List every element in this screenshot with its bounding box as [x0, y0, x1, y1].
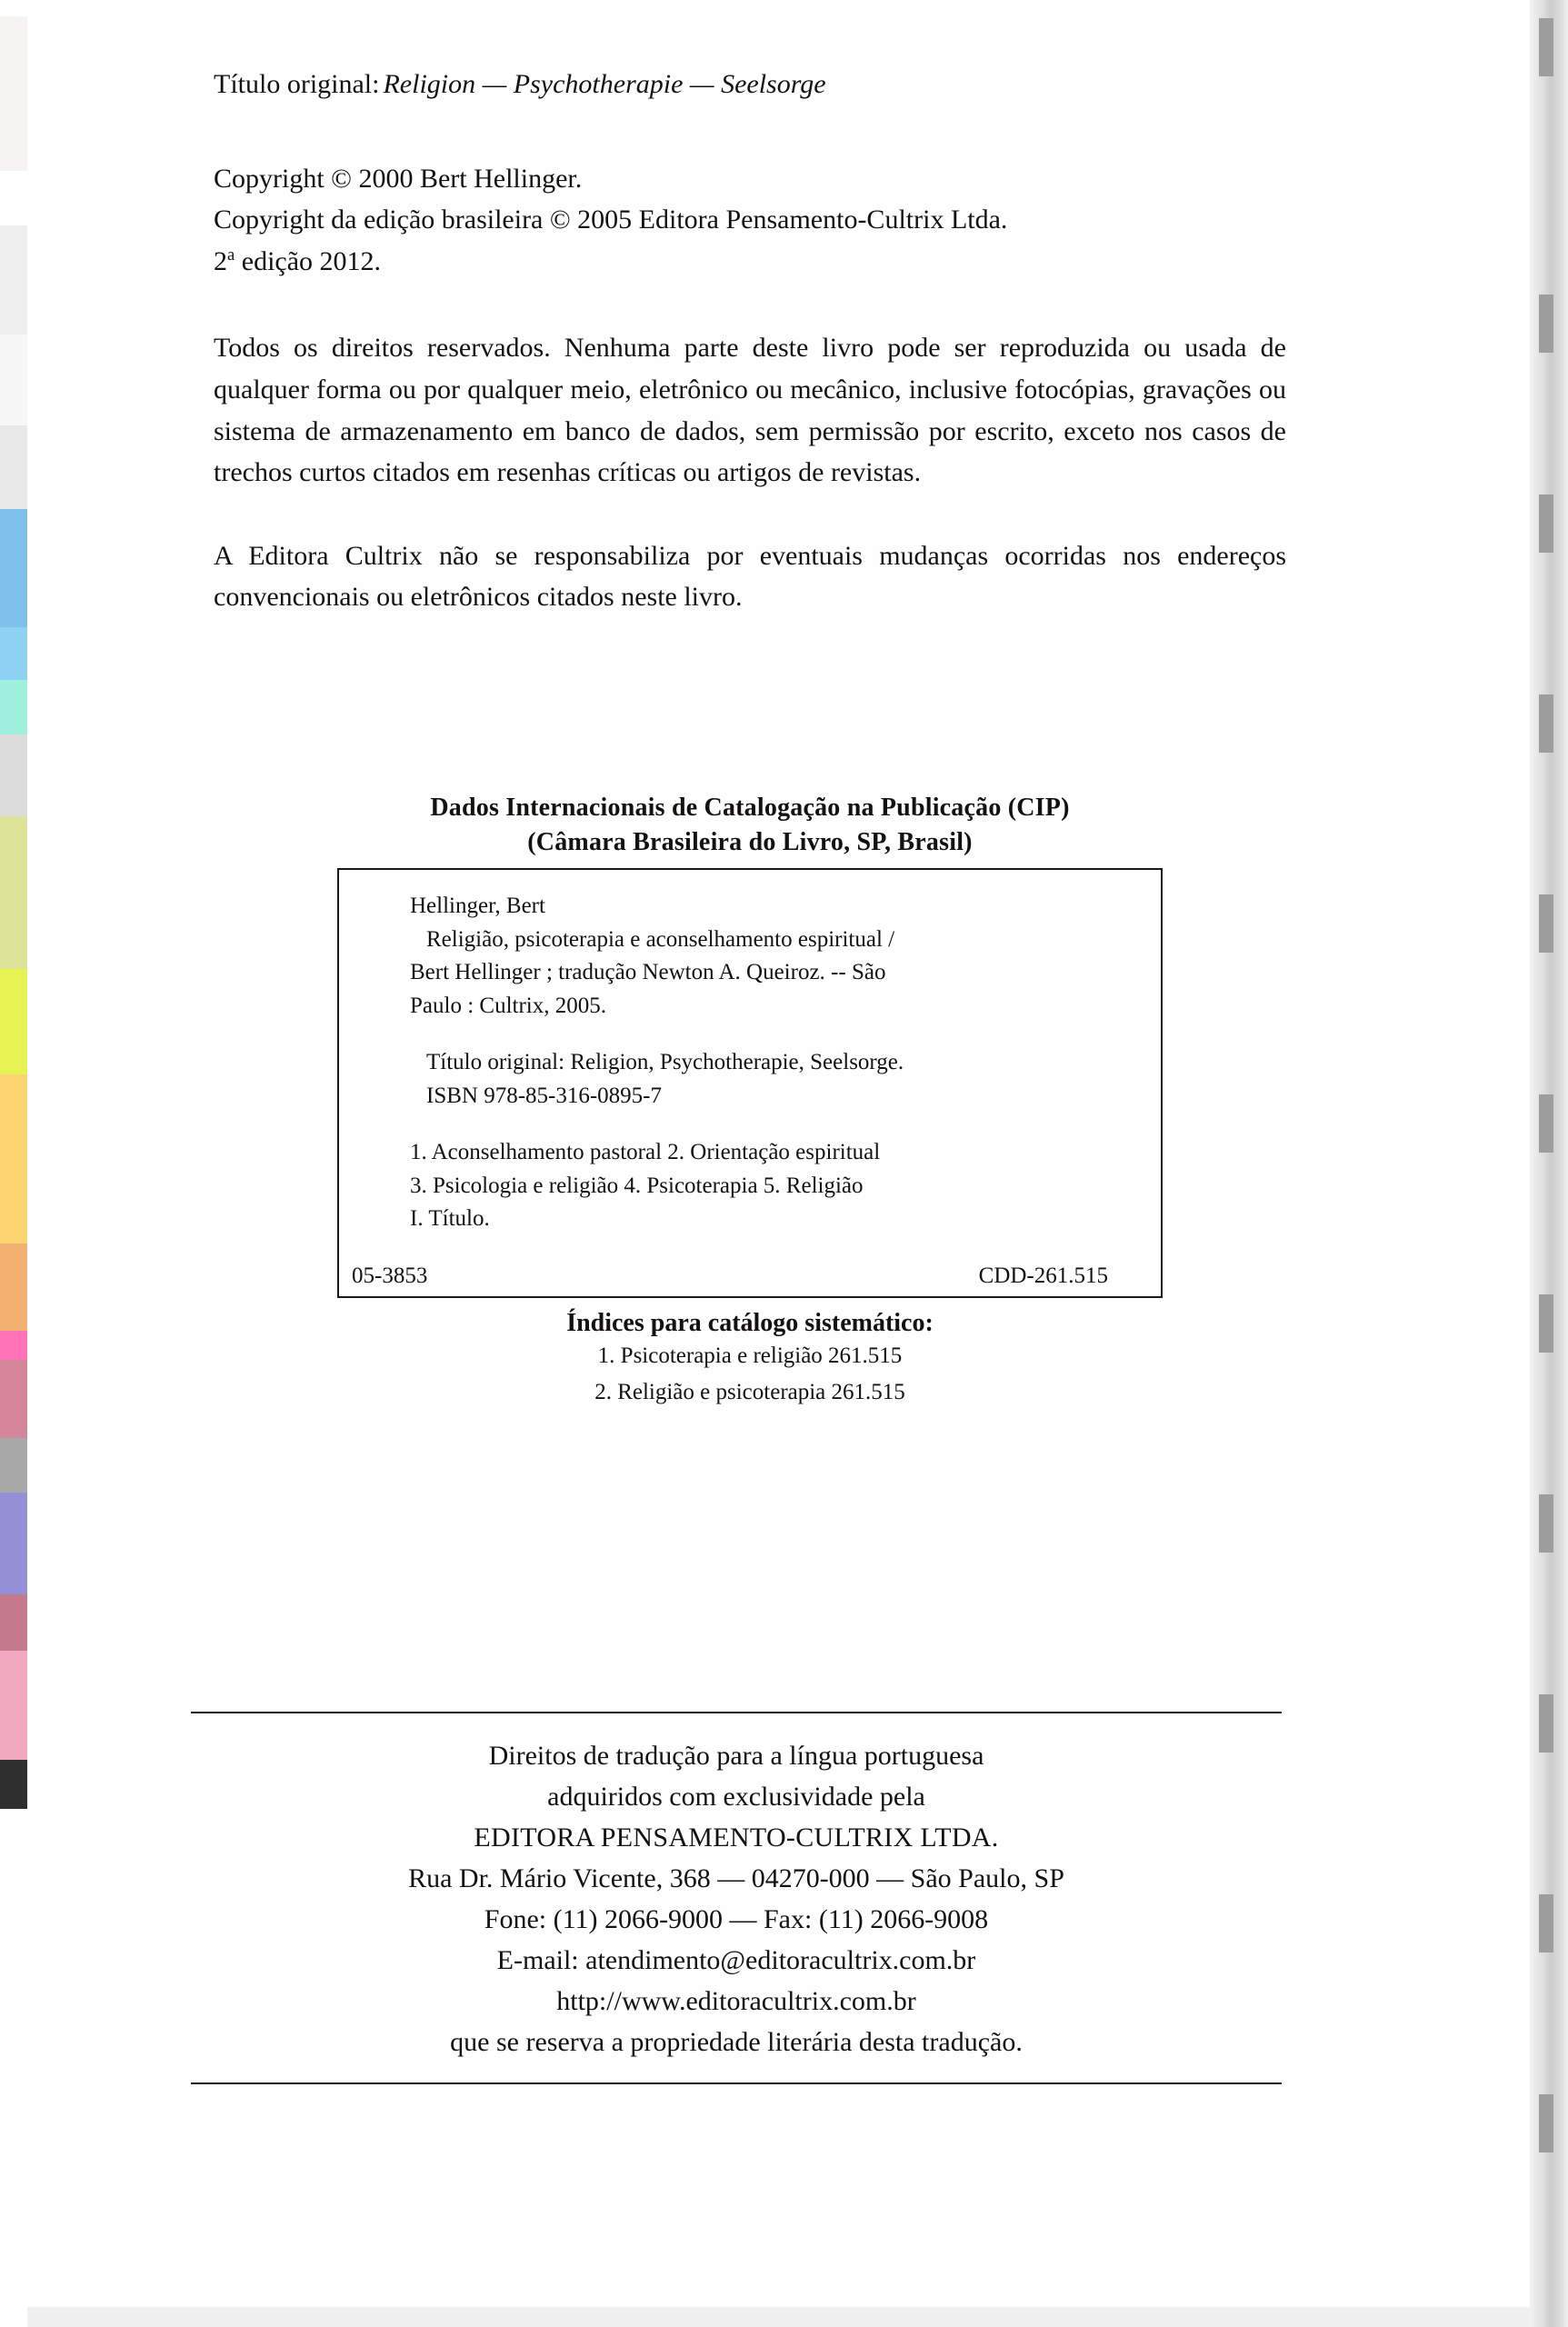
edition-number: 2 — [214, 245, 227, 276]
scanner-edge-notch — [1539, 494, 1553, 553]
cip-isbn-line: ISBN 978-85-316-0895-7 — [426, 1083, 663, 1108]
cip-author-line: Hellinger, Bert — [410, 894, 545, 919]
color-calibration-band — [0, 425, 27, 509]
original-title-value: Religion — Psychotherapie — Seelsorge — [383, 69, 826, 99]
footer-rule-bottom — [191, 2082, 1282, 2084]
scanner-edge-gap — [1539, 1753, 1553, 1894]
color-calibration-band — [0, 16, 27, 171]
cip-spacer — [363, 1113, 1137, 1136]
edition-ordinal: a — [227, 245, 235, 265]
footer-line-publisher-name: EDITORA PENSAMENTO-CULTRIX LTDA. — [474, 1823, 999, 1853]
footer-line-address: Rua Dr. Mário Vicente, 368 — 04270-000 — São Paulo, SP — [408, 1863, 1064, 1893]
color-calibration-band — [0, 1760, 27, 1809]
footer-line-email: E-mail: atendimento@editoracultrix.com.br — [496, 1945, 976, 1975]
footer-line-phone-fax: Fone: (11) 2066-9000 — Fax: (11) 2066-9008 — [484, 1904, 989, 1934]
cip-title-line: Religião, psicoterapia e aconselhamento espiritual / — [426, 926, 895, 952]
scanner-edge-gap — [1539, 76, 1553, 295]
scanner-edge-gap — [1539, 753, 1553, 894]
color-calibration-band — [0, 1594, 27, 1651]
color-calibration-band — [0, 171, 27, 225]
scanner-edge-notch — [1539, 295, 1553, 353]
color-calibration-band — [0, 1809, 27, 2327]
cip-record-number: 05-3853 — [352, 1263, 428, 1288]
rights-reserved-paragraph: Todos os direitos reservados. Nenhuma parte deste livro pode ser reproduzida ou usada de qualquer forma ou por qualquer meio, eletrônico ou mecânico, inclusive fotocópias, gravações ou sistema de armazenamento em banco de dados, sem permissão por escrito, exceto nos casos de trechos curtos citados em resenhas críticas ou artigos de revistas. — [214, 333, 1286, 488]
scanner-edge-gap — [1539, 953, 1553, 1094]
color-calibration-band — [0, 0, 27, 16]
scanner-edge-notch — [1539, 1094, 1553, 1153]
scanner-edge-gap — [1539, 1952, 1553, 2094]
cip-subject-line: 1. Aconselhamento pastoral 2. Orientação espiritual — [410, 1140, 881, 1165]
cip-statement-of-responsibility: Bert Hellinger ; tradução Newton A. Queiroz. -- São — [410, 960, 886, 985]
scanner-edge-gap — [1539, 553, 1553, 694]
disclaimer-paragraph: A Editora Cultrix não se responsabiliza por eventuais mudanças ocorridas nos endereços convencionais ou eletrônicos citados neste livro. — [214, 540, 1286, 613]
color-calibration-band — [0, 627, 27, 680]
publisher-footer-block — [191, 1712, 1282, 2084]
scanner-edge-gap — [1539, 1153, 1553, 1294]
indices-item: 2. Religião e psicoterapia 261.515 — [594, 1380, 905, 1405]
color-calibration-band — [0, 1651, 27, 1760]
copyright-block — [214, 158, 1286, 283]
cip-record-box — [337, 868, 1163, 1298]
footer-line-exclusivity: adquiridos com exclusividade pela — [547, 1782, 925, 1812]
scanner-edge-gap — [1539, 0, 1553, 18]
color-calibration-band — [0, 1331, 27, 1360]
cip-original-title-note: Título original: Religion, Psychotherapie, Seelsorge. — [426, 1050, 904, 1075]
color-calibration-band — [0, 1438, 27, 1493]
scanner-right-edge — [1530, 0, 1568, 2327]
footer-line-website: http://www.editoracultrix.com.br — [556, 1986, 916, 2016]
scanner-bottom-edge — [0, 2307, 1568, 2327]
color-calibration-band — [0, 1074, 27, 1243]
original-title-block — [214, 64, 1286, 105]
cip-imprint-line: Paulo : Cultrix, 2005. — [410, 993, 606, 1018]
cip-cdd-number: CDD-261.515 — [978, 1263, 1108, 1288]
scanner-edge-notches — [1539, 0, 1553, 2327]
scanner-edge-gap — [1539, 353, 1553, 494]
color-calibration-band — [0, 1360, 27, 1438]
color-calibration-band — [0, 816, 27, 969]
color-calibration-band — [0, 1493, 27, 1594]
cip-subject-line: 3. Psicologia e religião 4. Psicoterapia 5. Religião — [410, 1173, 864, 1198]
scanner-edge-notch — [1539, 1294, 1553, 1353]
page-content — [214, 64, 1286, 618]
scanner-edge-notch — [1539, 2094, 1553, 2152]
scanner-edge-notch — [1539, 1694, 1553, 1753]
color-calibration-band — [0, 1243, 27, 1331]
indices-heading: Índices para catálogo sistemático: — [566, 1308, 934, 1337]
cip-section — [214, 791, 1286, 1412]
cip-heading-line-1: Dados Internacionais de Catalogação na Publicação (CIP) — [430, 794, 1070, 822]
color-calibration-band — [0, 335, 27, 425]
scanner-edge-notch — [1539, 894, 1553, 953]
book-page — [27, 0, 1530, 2327]
original-title-label: Título original: — [214, 69, 380, 99]
color-calibration-band — [0, 969, 27, 1074]
color-calibration-band — [0, 509, 27, 627]
color-calibration-band — [0, 680, 27, 734]
scanner-edge-gap — [1539, 1553, 1553, 1694]
cip-footer-row — [352, 1263, 1137, 1296]
scanner-edge-gap — [1539, 1353, 1553, 1494]
cip-spacer — [363, 1023, 1137, 1046]
publisher-footer-lines — [191, 1713, 1282, 2082]
scanner-edge-notch — [1539, 694, 1553, 753]
scanner-edge-notch — [1539, 1894, 1553, 1952]
cip-added-entry-line: I. Título. — [410, 1206, 490, 1232]
scanner-edge-notch — [1539, 1494, 1553, 1553]
color-calibration-band — [0, 734, 27, 816]
edition-line — [214, 241, 1286, 283]
footer-line-literary-property: que se reserva a propriedade literária desta tradução. — [450, 2027, 1023, 2057]
cip-heading-line-2: (Câmara Brasileira do Livro, SP, Brasil) — [527, 827, 973, 856]
copyright-line: Copyright © 2000 Bert Hellinger. — [214, 163, 583, 194]
indices-item: 1. Psicoterapia e religião 261.515 — [597, 1343, 903, 1368]
footer-line-translation-rights: Direitos de tradução para a língua portuguesa — [488, 1741, 984, 1771]
scanner-color-calibration-strip — [0, 0, 27, 2327]
scanner-edge-notch — [1539, 18, 1553, 76]
color-calibration-band — [0, 225, 27, 335]
edition-rest: edição 2012. — [235, 245, 382, 276]
copyright-line: Copyright da edição brasileira © 2005 Editora Pensamento-Cultrix Ltda. — [214, 205, 1008, 235]
